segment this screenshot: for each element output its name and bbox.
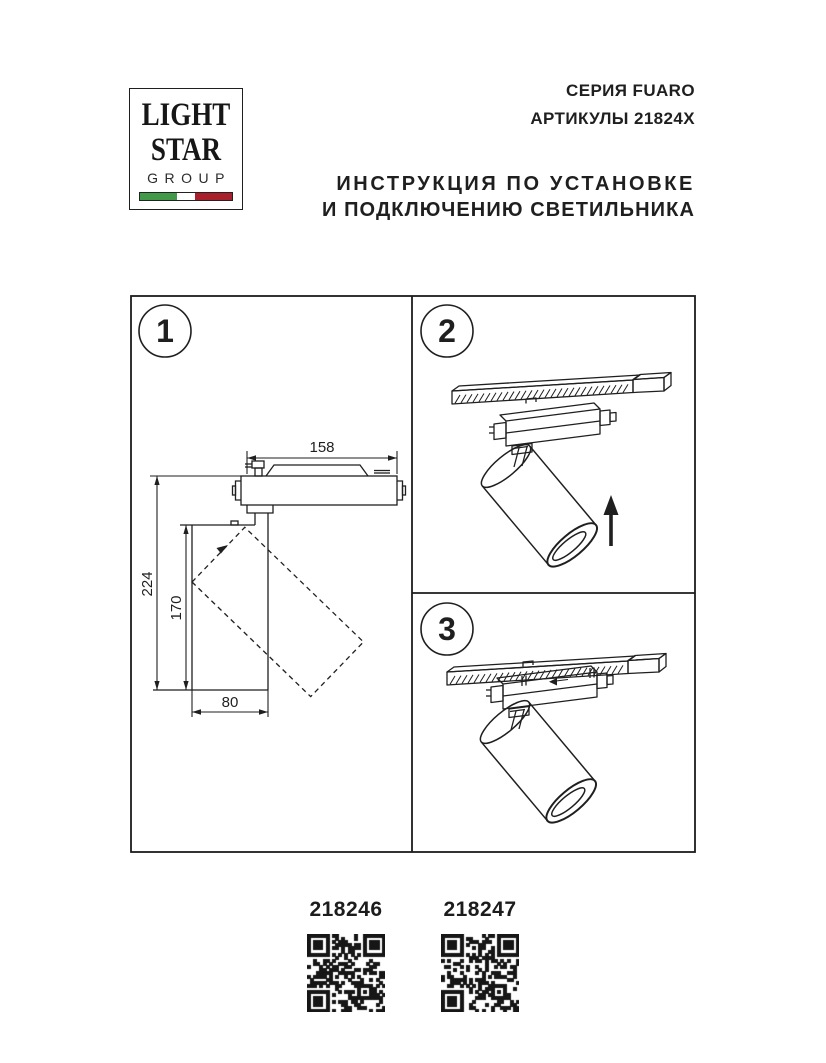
panel-step-2 bbox=[421, 305, 671, 573]
panel-step-1 bbox=[139, 305, 406, 717]
adapter-side-view bbox=[233, 461, 406, 525]
instruction-title-line1: ИНСТРУКЦИЯ ПО УСТАНОВКЕ bbox=[336, 173, 695, 195]
cylinder-tilted-outline bbox=[192, 527, 363, 696]
spot-cylinder bbox=[475, 694, 602, 829]
spot-cylinder bbox=[476, 438, 603, 573]
logo-word-group: GROUP bbox=[147, 170, 231, 186]
qr-code bbox=[307, 934, 385, 1012]
diagram-frame bbox=[131, 296, 695, 852]
qr-code bbox=[441, 934, 519, 1012]
article-block-218247 bbox=[440, 898, 520, 1012]
dim-224-label: 224 bbox=[139, 571, 156, 597]
article-block-218246 bbox=[306, 898, 386, 1012]
track-adapter bbox=[489, 398, 616, 455]
step-3-number: 3 bbox=[438, 611, 456, 647]
articles-title: АРТИКУЛЫ 21824X bbox=[530, 109, 695, 128]
logo-word-light: LIGHT bbox=[141, 97, 231, 133]
article-number: 218246 bbox=[309, 898, 383, 921]
dim-158-label: 158 bbox=[309, 439, 335, 456]
dim-170-label: 170 bbox=[168, 595, 185, 621]
step-2-number: 2 bbox=[438, 313, 456, 349]
dim-80-label: 80 bbox=[221, 694, 239, 711]
spot-stem bbox=[513, 447, 528, 468]
dim-224 bbox=[150, 476, 241, 690]
panel-step-3 bbox=[421, 603, 666, 829]
step-1-number: 1 bbox=[156, 313, 174, 349]
logo-word-star: STAR bbox=[150, 132, 222, 168]
track-rail bbox=[452, 373, 671, 405]
spot-stem bbox=[510, 710, 525, 731]
insert-arrow-icon bbox=[604, 495, 619, 546]
article-number: 218247 bbox=[443, 898, 517, 921]
series-title: СЕРИЯ FUARO bbox=[566, 81, 695, 100]
instruction-title-line2: И ПОДКЛЮЧЕНИЮ СВЕТИЛЬНИКА bbox=[321, 199, 695, 221]
